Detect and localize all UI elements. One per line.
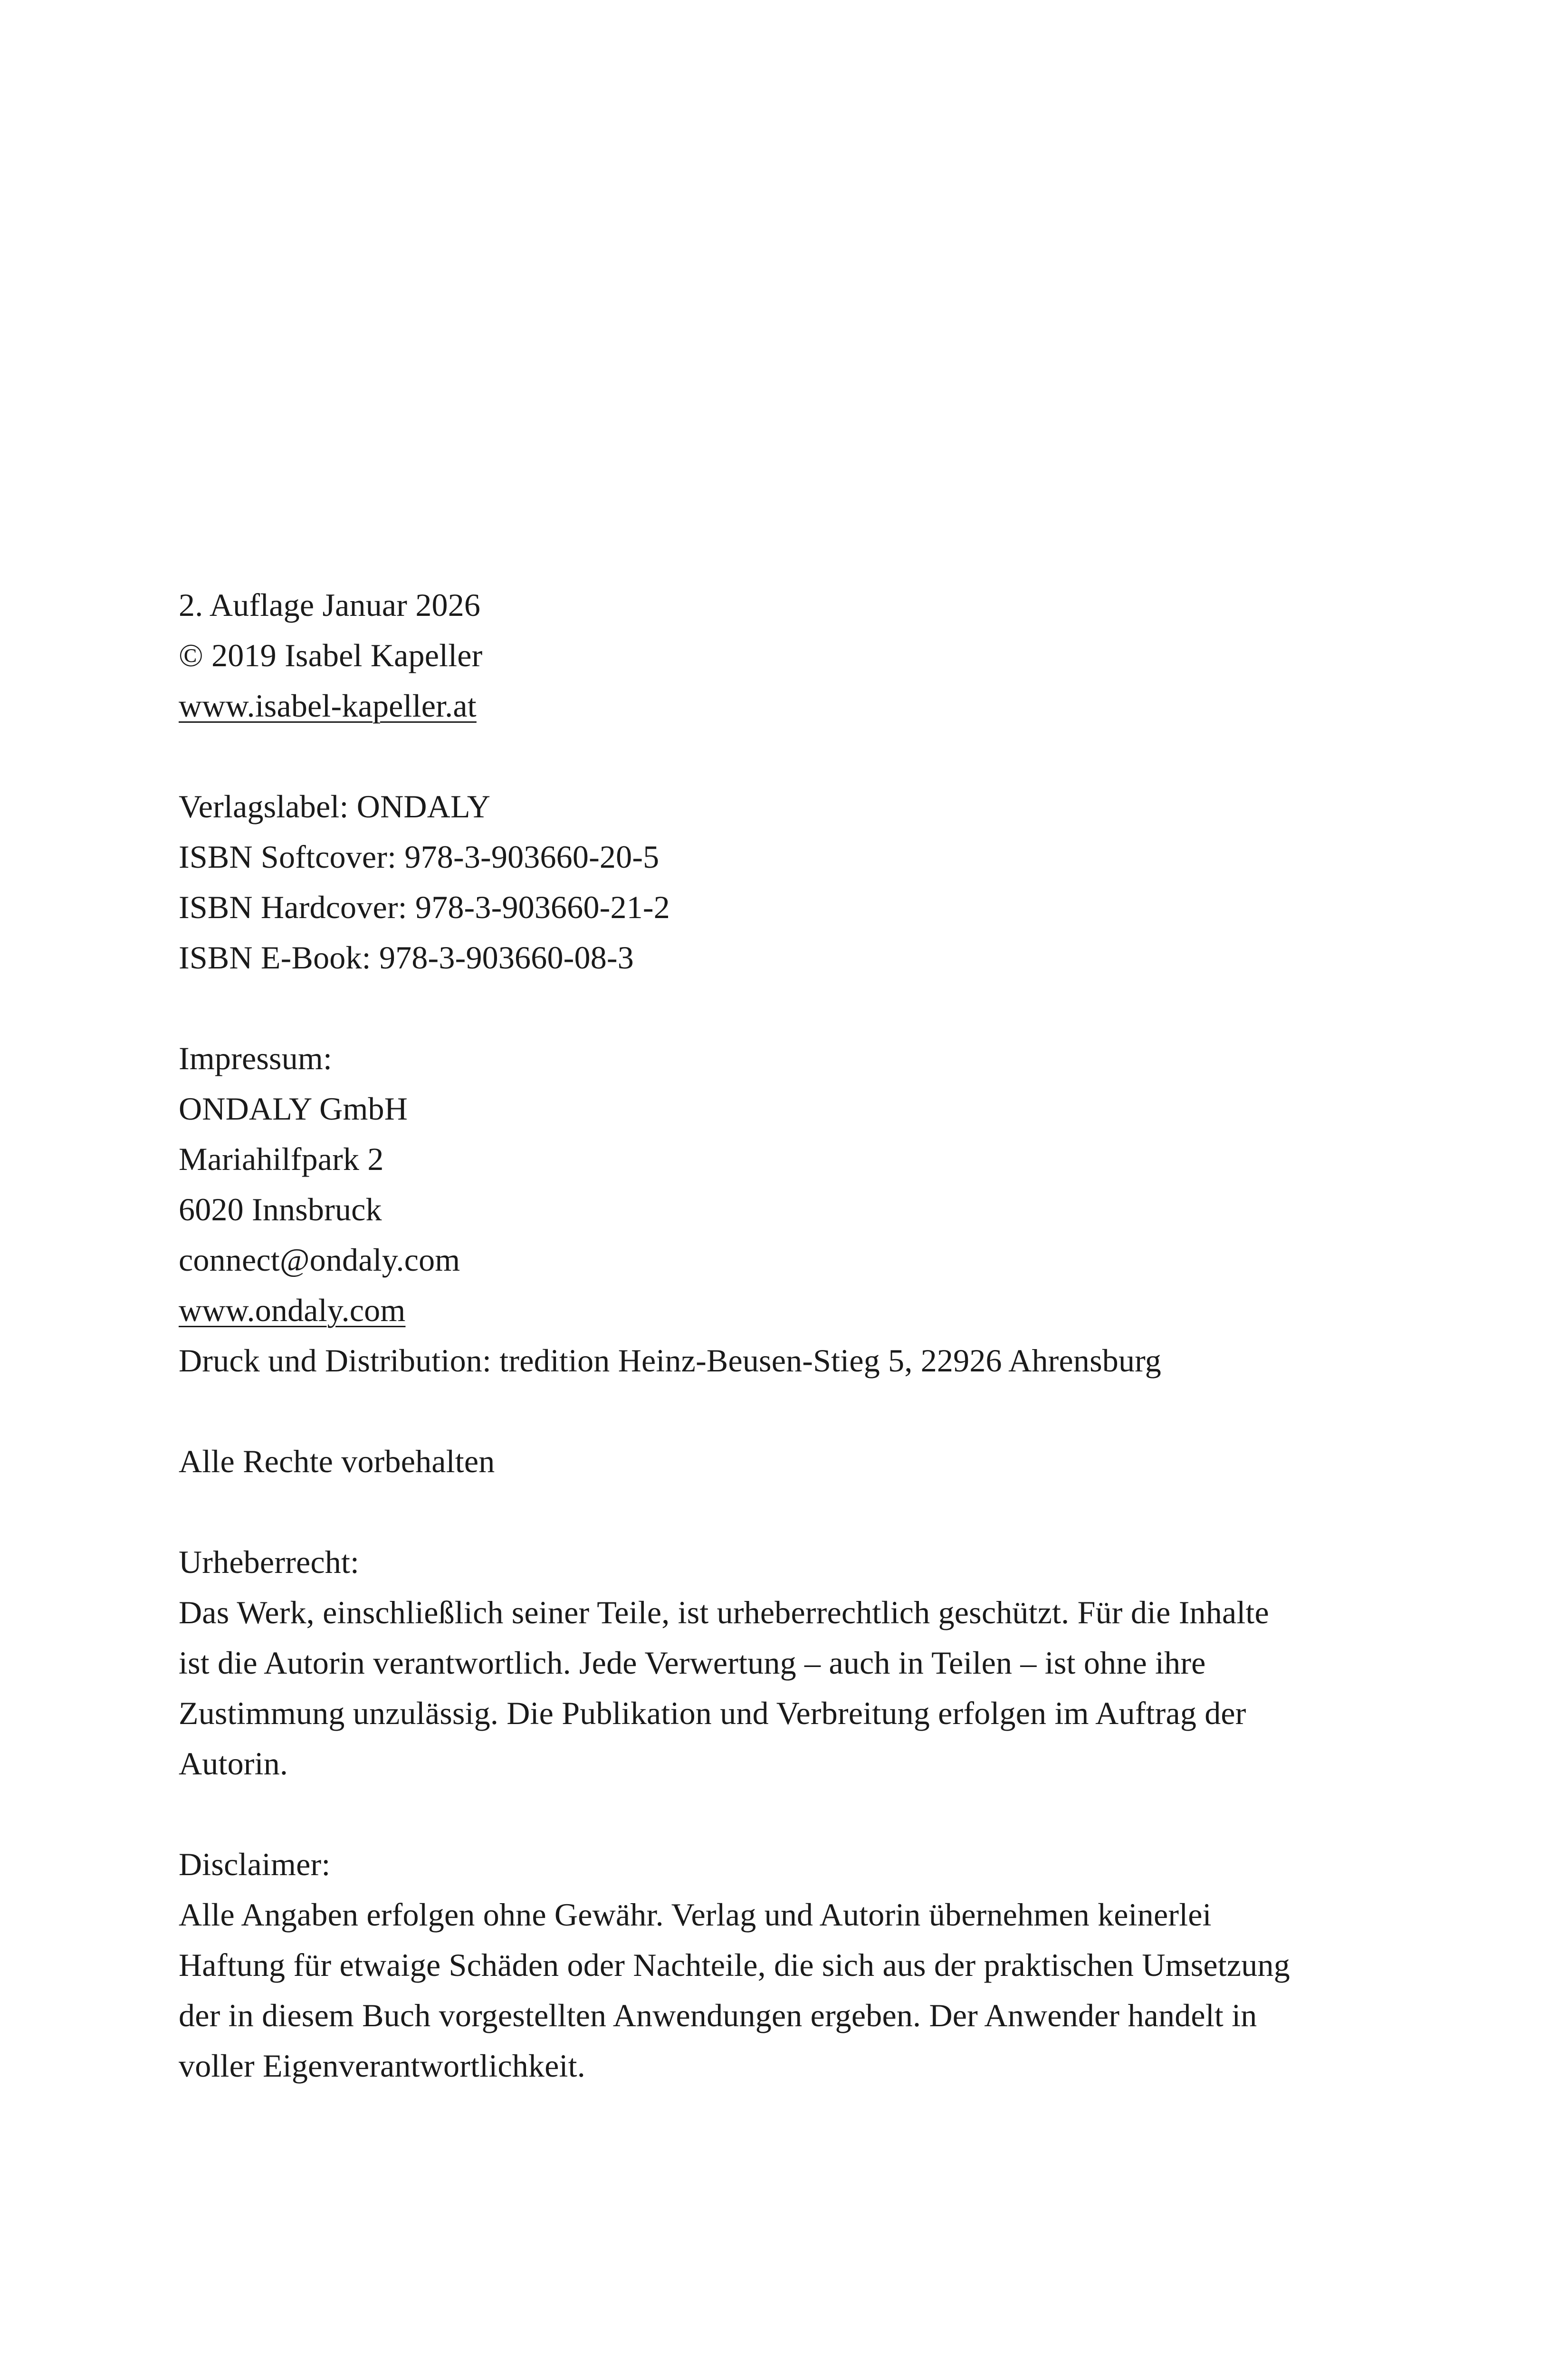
edition-block: [179, 580, 1329, 731]
impressum-block: [179, 1033, 1329, 1386]
impressum-street: Mariahilfpark 2: [179, 1141, 384, 1177]
disclaimer-text: Alle Angaben erfolgen ohne Gewähr. Verlag und Autorin übernehmen keinerlei Haftung für etwaige Schäden oder Nachteile, die sich aus der praktischen Umsetzung der in diesem Buch vorgestellten Anwendungen ergeben. Der Anwender handelt in voller Eigenverantwortlichkeit.: [179, 1897, 1290, 2084]
copyright-line: © 2019 Isabel Kapeller: [179, 637, 483, 673]
isbn-hardcover: ISBN Hardcover: 978-3-903660-21-2: [179, 889, 670, 925]
copyright-heading: Urheberrecht:: [179, 1544, 360, 1580]
impressum-city: 6020 Innsbruck: [179, 1191, 382, 1227]
isbn-softcover: ISBN Softcover: 978-3-903660-20-5: [179, 839, 660, 875]
isbn-block: [179, 781, 1329, 983]
disclaimer-heading: Disclaimer:: [179, 1846, 331, 1882]
impressum-heading: Impressum:: [179, 1040, 333, 1076]
rights-reserved: Alle Rechte vorbehalten: [179, 1443, 495, 1479]
imprint-content: [179, 580, 1329, 2141]
publisher-label: Verlagslabel: ONDALY: [179, 788, 491, 824]
copyright-block: [179, 1537, 1329, 1789]
isbn-ebook: ISBN E-Book: 978-3-903660-08-3: [179, 939, 634, 976]
copyright-text: Das Werk, einschließlich seiner Teile, ist urheberrechtlich geschützt. Für die Inhalte ist die Autorin verantwortlich. Jede Verwertung – auch in Teilen – ist ohne ihre Zustimmung unzulässig. Die Publikation und Verbreitung erfolgen im Auftrag der Autorin.: [179, 1594, 1269, 1782]
edition-line: 2. Auflage Januar 2026: [179, 587, 481, 623]
rights-block: [179, 1436, 1329, 1486]
impressum-distribution: Druck und Distribution: tredition Heinz-Beusen-Stieg 5, 22926 Ahrensburg: [179, 1342, 1161, 1379]
disclaimer-block: [179, 1839, 1329, 2091]
impressum-company: ONDALY GmbH: [179, 1091, 408, 1127]
impressum-email: connect@ondaly.com: [179, 1242, 460, 1278]
author-website-link[interactable]: www.isabel-kapeller.at: [179, 688, 477, 724]
publisher-website-link[interactable]: www.ondaly.com: [179, 1292, 406, 1328]
